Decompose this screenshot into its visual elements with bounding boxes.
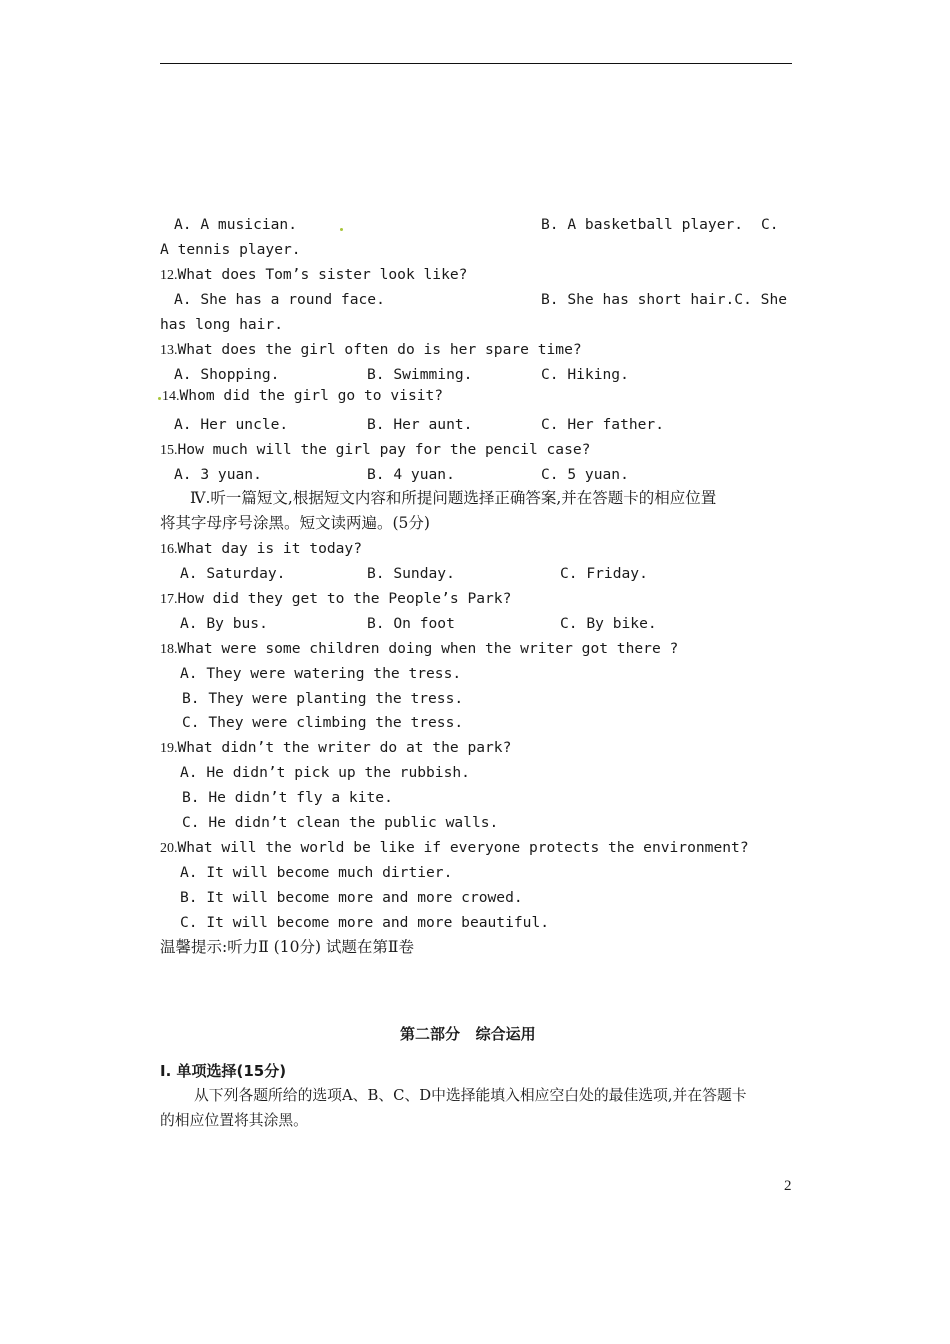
q14-number: 14. xyxy=(162,389,180,404)
q15-option-c: C. 5 yuan. xyxy=(541,466,629,483)
q20-row xyxy=(160,839,749,858)
q13-number: 13. xyxy=(160,343,178,358)
page-number: 2 xyxy=(784,1178,792,1194)
q17-row xyxy=(160,590,511,609)
q13-option-c: C. Hiking. xyxy=(541,366,629,383)
q19-option-b: B. He didn’t fly a kite. xyxy=(182,789,393,806)
q11-option-b: B. A basketball player. xyxy=(541,216,744,233)
q13-option-a: A. Shopping. xyxy=(174,366,280,383)
q11-option-c-text: A tennis player. xyxy=(160,241,301,258)
q16-row xyxy=(160,540,362,559)
speck-mark xyxy=(158,397,161,400)
q12-option-c-text: has long hair. xyxy=(160,316,284,333)
header-rule xyxy=(160,63,792,64)
q16-option-b: B. Sunday. xyxy=(367,565,455,582)
listening-tip: 温馨提示:听力Ⅱ (10分) 试题在第Ⅱ卷 xyxy=(160,938,414,956)
section1-instructions-line1: 从下列各题所给的选项A、B、C、D中选择能填入相应空白处的最佳选项,并在答题卡 xyxy=(194,1087,747,1104)
q11-option-a: A. A musician. xyxy=(174,216,298,233)
q15-option-b: B. 4 yuan. xyxy=(367,466,455,483)
section1-heading: Ⅰ. 单项选择(15分) xyxy=(160,1062,287,1080)
q15-row xyxy=(160,441,590,460)
q15-number: 15. xyxy=(160,443,178,458)
q18-row xyxy=(160,640,678,659)
section1-instructions-line2: 的相应位置将其涂黑。 xyxy=(160,1112,308,1129)
q12-option-a: A. She has a round face. xyxy=(174,291,385,308)
q12-option-b: B. She has short hair.C. She xyxy=(541,291,788,308)
q19-question: What didn’t the writer do at the park? xyxy=(177,739,512,756)
part4-instructions-line2: 将其字母序号涂黑。短文读两遍。(5分) xyxy=(160,514,430,532)
q14-question: Whom did the girl go to visit? xyxy=(179,387,444,404)
q16-number: 16. xyxy=(160,542,178,557)
q17-option-b: B. On foot xyxy=(367,615,455,632)
speck-mark xyxy=(340,228,343,231)
q20-question: What will the world be like if everyone protects the environment? xyxy=(177,839,749,856)
q20-option-b: B. It will become more and more crowed. xyxy=(180,889,523,906)
q19-row xyxy=(160,739,511,758)
q16-option-a: A. Saturday. xyxy=(180,565,286,582)
q16-question: What day is it today? xyxy=(177,540,363,557)
q18-option-b: B. They were planting the tress. xyxy=(182,690,464,707)
q13-row xyxy=(160,341,582,360)
q11-option-c-letter: C. xyxy=(761,216,779,233)
q14-option-b: B. Her aunt. xyxy=(367,416,473,433)
q16-option-c: C. Friday. xyxy=(560,565,648,582)
q18-option-a: A. They were watering the tress. xyxy=(180,665,462,682)
q13-question: What does the girl often do is her spare time? xyxy=(177,341,582,358)
q12-question: What does Tom’s sister look like? xyxy=(177,266,468,283)
q12-row xyxy=(160,266,467,285)
q20-option-a: A. It will become much dirtier. xyxy=(180,864,453,881)
q17-question: How did they get to the People’s Park? xyxy=(177,590,512,607)
part4-instructions-line1: Ⅳ.听一篇短文,根据短文内容和所提问题选择正确答案,并在答题卡的相应位置 xyxy=(190,489,717,507)
q12-number: 12. xyxy=(160,268,178,283)
q19-option-a: A. He didn’t pick up the rubbish. xyxy=(180,764,470,781)
q18-number: 18. xyxy=(160,642,178,657)
q18-option-c: C. They were climbing the tress. xyxy=(182,714,464,731)
q14-row xyxy=(162,387,443,406)
q15-option-a: A. 3 yuan. xyxy=(174,466,262,483)
q15-question: How much will the girl pay for the pencil case? xyxy=(177,441,591,458)
q14-option-c: C. Her father. xyxy=(541,416,665,433)
q13-option-b: B. Swimming. xyxy=(367,366,473,383)
q19-number: 19. xyxy=(160,741,178,756)
q20-option-c: C. It will become more and more beautiful. xyxy=(180,914,550,931)
part2-title: 第二部分 综合运用 xyxy=(400,1025,536,1043)
q19-option-c: C. He didn’t clean the public walls. xyxy=(182,814,499,831)
q20-number: 20. xyxy=(160,841,178,856)
q17-number: 17. xyxy=(160,592,178,607)
q17-option-a: A. By bus. xyxy=(180,615,268,632)
q14-option-a: A. Her uncle. xyxy=(174,416,289,433)
q18-question: What were some children doing when the writer got there ? xyxy=(177,640,679,657)
q17-option-c: C. By bike. xyxy=(560,615,657,632)
